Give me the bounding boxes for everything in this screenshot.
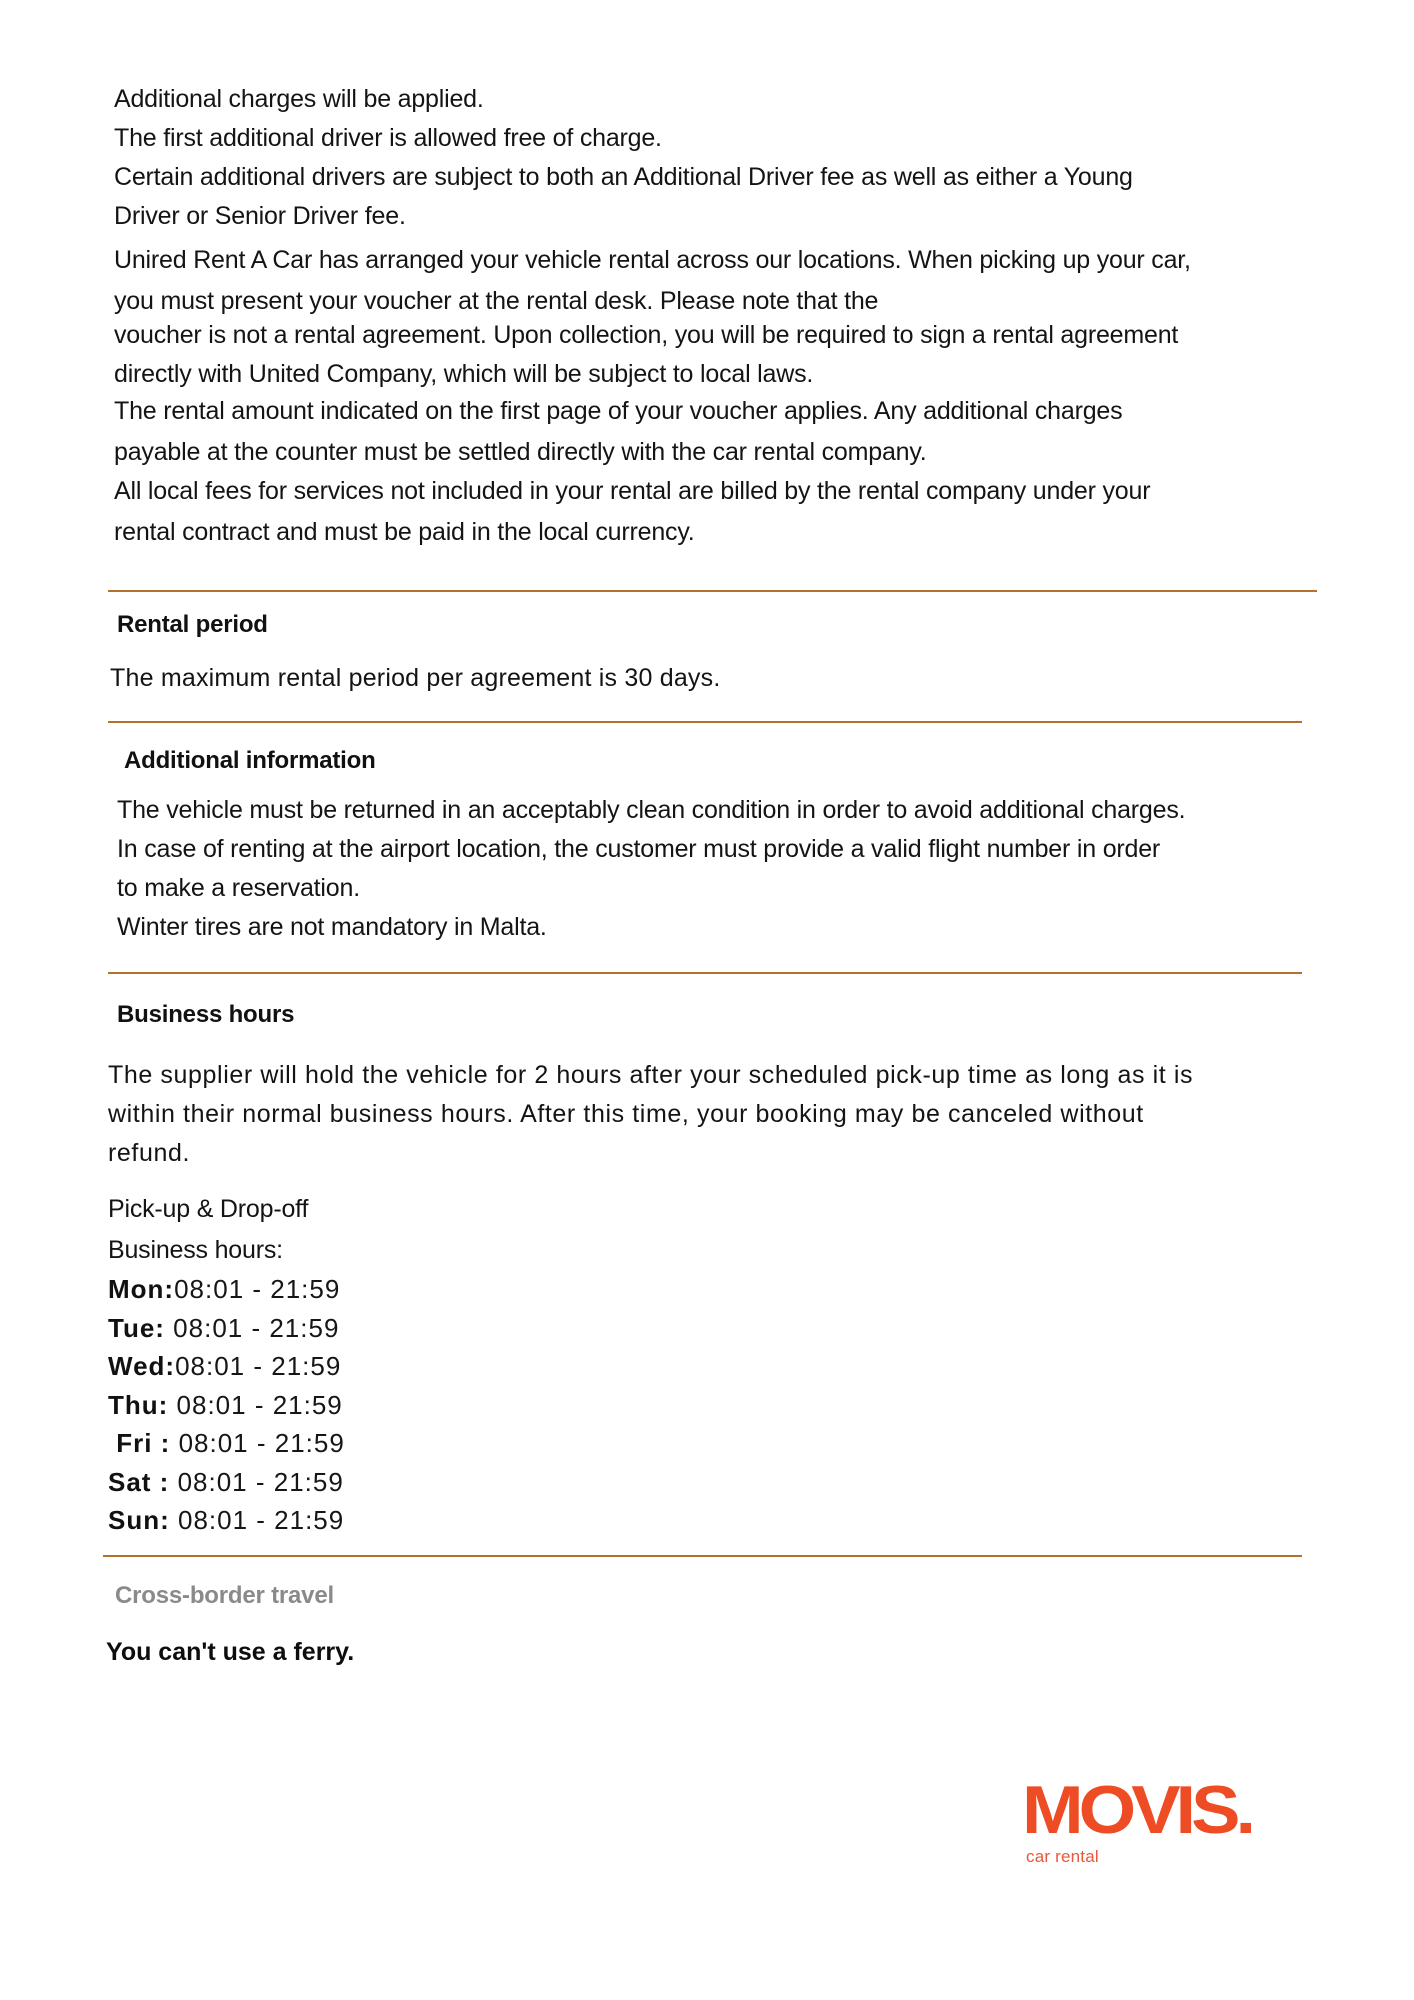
section-divider	[103, 1555, 1302, 1557]
intro-line: Additional charges will be applied.	[114, 85, 484, 113]
section-line: The vehicle must be returned in an acceptably clean condition in order to avoid additional charges.	[117, 796, 1186, 824]
section-line: The supplier will hold the vehicle for 2 hours after your scheduled pick-up time as long as it is	[108, 1061, 1194, 1089]
ferry-note: You can't use a ferry.	[106, 1638, 355, 1666]
intro-line: The first additional driver is allowed free of charge.	[114, 124, 662, 152]
day-label: Thu:	[108, 1390, 169, 1420]
intro-line: payable at the counter must be settled directly with the car rental company.	[114, 438, 927, 466]
intro-line: Unired Rent A Car has arranged your vehicle rental across our locations. When picking up your car,	[114, 246, 1191, 274]
section-text: The maximum rental period per agreement is 30 days.	[110, 664, 721, 692]
day-label: Sat :	[108, 1467, 170, 1497]
section-title: Business hours	[117, 1001, 295, 1028]
hours-row-sat	[108, 1463, 344, 1502]
logo-wordmark: MOVIS.	[1022, 1771, 1252, 1848]
section-divider	[108, 721, 1302, 723]
hours-row-wed	[108, 1347, 341, 1386]
intro-line: Driver or Senior Driver fee.	[114, 202, 406, 230]
day-label: Fri :	[108, 1428, 171, 1458]
intro-line: All local fees for services not included in your rental are billed by the rental company under your	[114, 477, 1151, 505]
hours-value: 08:01 - 21:59	[169, 1505, 345, 1535]
movis-logo	[1022, 1771, 1322, 1866]
hours-row-mon	[108, 1270, 340, 1309]
intro-line: The rental amount indicated on the first page of your voucher applies. Any additional charges	[114, 397, 1123, 425]
day-label: Sun:	[108, 1505, 170, 1535]
section-title: Rental period	[117, 611, 268, 638]
day-label: Mon:	[108, 1274, 175, 1304]
hours-row-sun	[108, 1501, 344, 1540]
intro-line: rental contract and must be paid in the local currency.	[114, 518, 695, 546]
intro-line: voucher is not a rental agreement. Upon collection, you will be required to sign a rental agreement	[114, 321, 1179, 349]
intro-line: you must present your voucher at the rental desk. Please note that the	[114, 287, 879, 315]
intro-line: Certain additional drivers are subject to both an Additional Driver fee as well as either a Young	[114, 163, 1133, 191]
hours-subtitle: Business hours:	[108, 1236, 283, 1264]
day-label: Tue:	[108, 1313, 165, 1343]
hours-value: 08:01 - 21:59	[168, 1390, 343, 1420]
section-line: In case of renting at the airport location, the customer must provide a valid flight number in order	[117, 835, 1161, 863]
section-divider	[108, 972, 1302, 974]
day-label: Wed:	[108, 1351, 176, 1381]
section-line: Winter tires are not mandatory in Malta.	[117, 913, 547, 941]
logo-tagline: car rental	[1026, 1847, 1099, 1866]
section-line: to make a reservation.	[117, 874, 360, 902]
section-title: Cross-border travel	[115, 1582, 334, 1609]
hours-value: 08:01 - 21:59	[164, 1313, 340, 1343]
intro-line: directly with United Company, which will be subject to local laws.	[114, 360, 814, 388]
hours-row-tue	[108, 1309, 339, 1348]
hours-row-fri	[108, 1424, 345, 1463]
hours-value: 08:01 - 21:59	[174, 1274, 341, 1304]
section-title: Additional information	[124, 747, 376, 774]
hours-value: 08:01 - 21:59	[175, 1351, 342, 1381]
hours-value: 08:01 - 21:59	[169, 1467, 344, 1497]
hours-subtitle: Pick-up & Drop-off	[108, 1195, 309, 1223]
section-line: refund.	[108, 1139, 191, 1167]
hours-row-thu	[108, 1386, 343, 1425]
section-line: within their normal business hours. After this time, your booking may be canceled without	[108, 1100, 1144, 1128]
section-divider	[108, 590, 1317, 592]
hours-value: 08:01 - 21:59	[170, 1428, 345, 1458]
